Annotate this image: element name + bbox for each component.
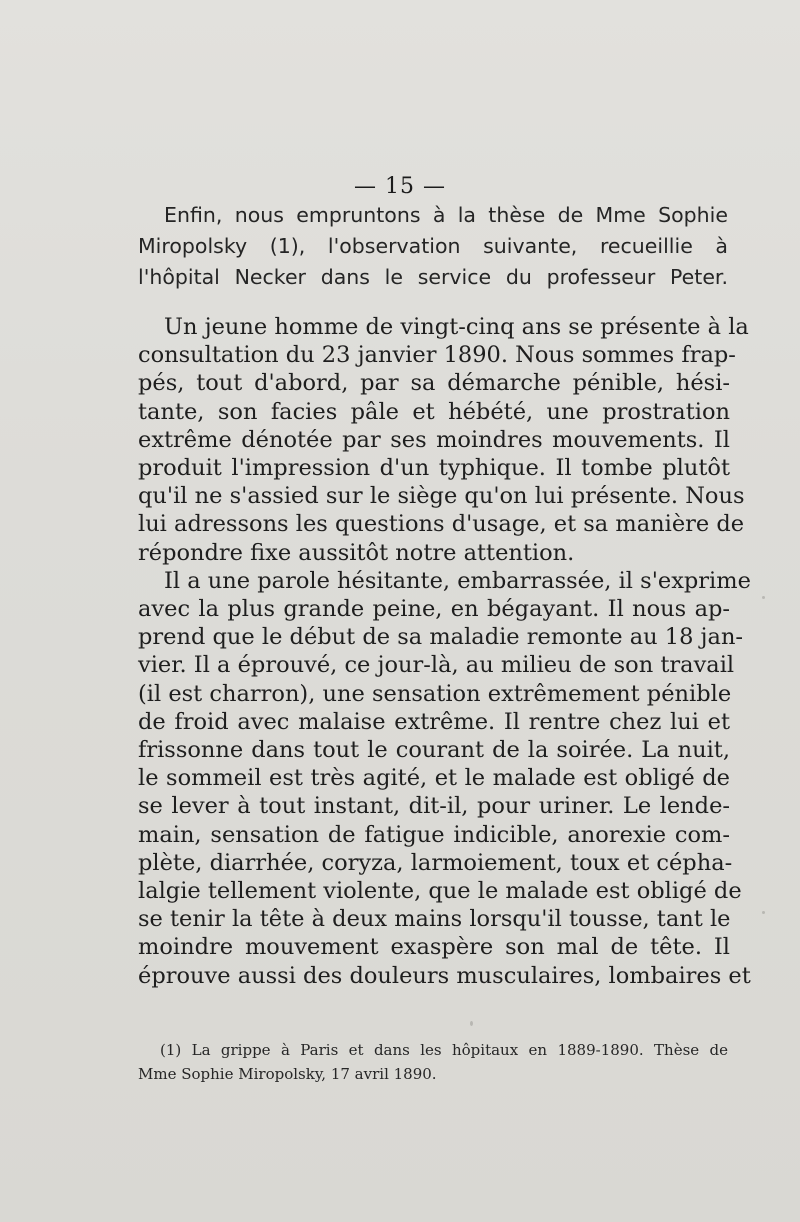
body-line: moindre mouvement exaspère son mal de tête. Il [138, 934, 730, 961]
intro-line: l'hôpital Necker dans le service du professeur Peter. [138, 265, 728, 289]
print-smudge [470, 1021, 473, 1026]
body-line: se tenir la tête à deux mains lorsqu'il tousse, tant le [138, 906, 731, 933]
body-line: vier. Il a éprouvé, ce jour-là, au milieu de son travail [138, 652, 735, 679]
body-line: extrême dénotée par ses moindres mouvements. Il [138, 426, 730, 453]
body-line: éprouve aussi des douleurs musculaires, lombaires et [138, 962, 751, 989]
body-line: lalgie tellement violente, que le malade est obligé de [138, 878, 742, 905]
body-line: tante, son facies pâle et hébété, une prostration [138, 398, 730, 425]
footnote-line: Mme Sophie Miropolsky, 17 avril 1890. [138, 1065, 437, 1083]
page-number: — 15 — [354, 174, 446, 199]
body-line: le sommeil est très agité, et le malade est obligé de [138, 765, 730, 792]
body-line: qu'il ne s'assied sur le siège qu'on lui présente. Nous [138, 483, 745, 510]
body-line: plète, diarrhée, coryza, larmoiement, toux et cépha- [138, 849, 733, 876]
body-line: main, sensation de fatigue indicible, anorexie com- [138, 821, 730, 848]
body-line: Un jeune homme de vingt-cinq ans se présente à la [164, 314, 749, 340]
body-line: de froid avec malaise extrême. Il rentre chez lui et [138, 708, 730, 735]
body-line: répondre fixe aussitôt notre attention. [138, 539, 575, 566]
body-line: Il a une parole hésitante, embarrassée, il s'exprime [164, 567, 751, 594]
body-line: produit l'impression d'un typhique. Il tombe plutôt [138, 455, 730, 482]
body-line: se lever à tout instant, dit-il, pour uriner. Le lende- [138, 793, 730, 820]
intro-paragraph [138, 200, 728, 293]
observation-text [138, 313, 751, 990]
body-line: consultation du 23 janvier 1890. Nous sommes frap- [138, 342, 736, 369]
footnote [138, 1038, 728, 1086]
intro-line: Enfin, nous empruntons à la thèse de Mme Sophie [164, 203, 728, 227]
print-smudge [762, 596, 765, 599]
body-line: prend que le début de sa maladie remonte au 18 jan- [138, 624, 744, 651]
body-line: frissonne dans tout le courant de la soirée. La nuit, [138, 737, 730, 764]
intro-line: Miropolsky (1), l'observation suivante, recueillie à [138, 234, 728, 258]
body-line: pés, tout d'abord, par sa démarche pénible, hési- [138, 370, 730, 397]
print-smudge [762, 911, 765, 914]
body-line: avec la plus grande peine, en bégayant. Il nous ap- [138, 596, 730, 623]
footnote-line: (1) La grippe à Paris et dans les hôpitaux en 1889-1890. Thèse de [160, 1041, 728, 1059]
body-line: (il est charron), une sensation extrêmement pénible [138, 680, 732, 707]
body-line: lui adressons les questions d'usage, et sa manière de [138, 511, 745, 538]
